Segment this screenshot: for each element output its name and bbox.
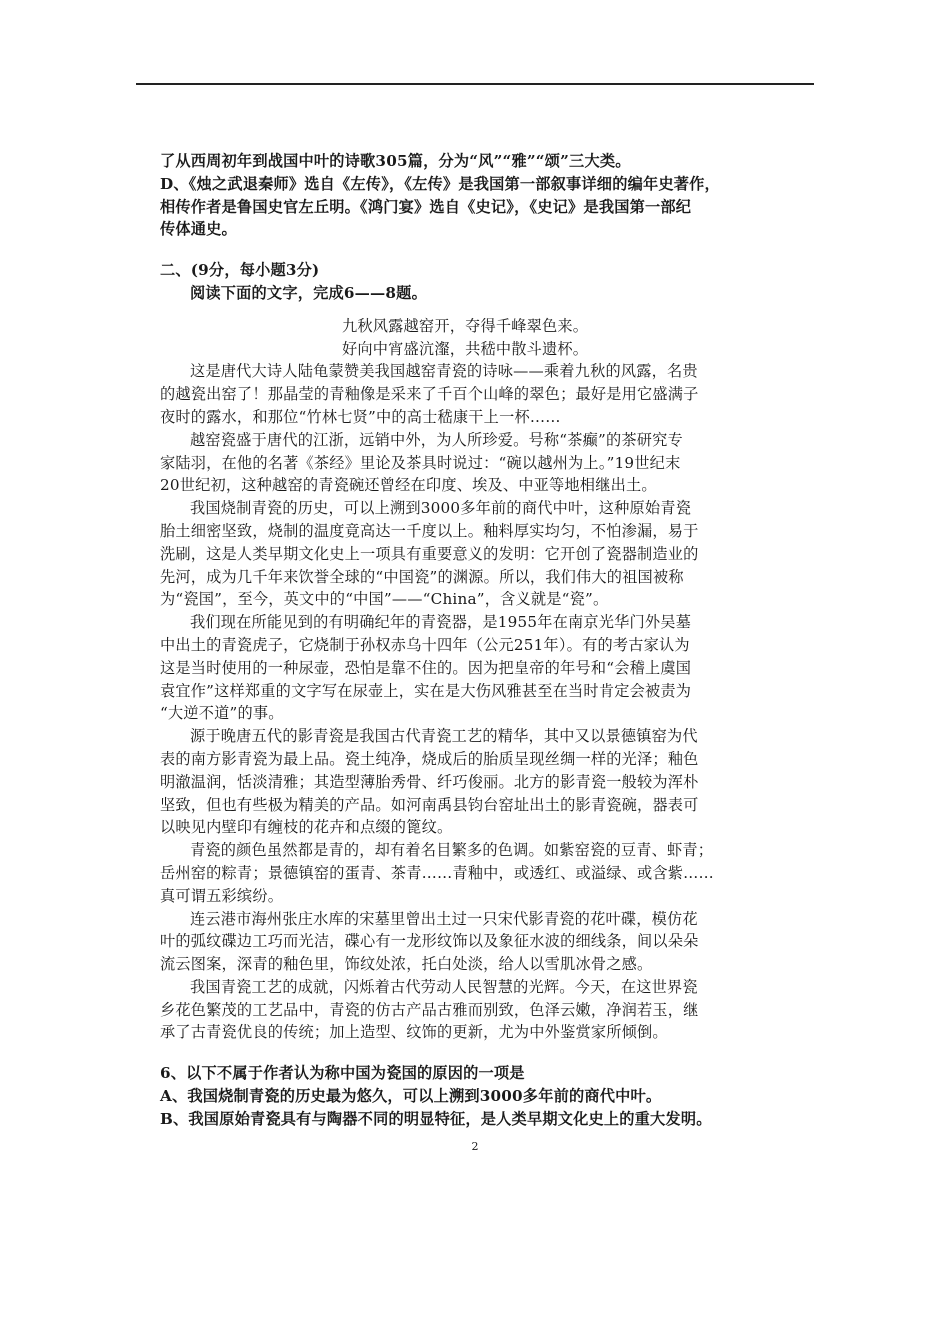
- passage-line: 以映见内壁印有缠枝的花卉和点缀的篦纹。: [160, 818, 453, 837]
- passage-line: 流云图案，深青的釉色里，饰纹处浓，托白处淡，给人以雪肌冰骨之感。: [160, 955, 653, 974]
- passage-line: 夜时的露水，和那位“竹林七贤”中的高士嵇康干上一杯……: [160, 407, 561, 426]
- passage-line: 坚致，但也有些极为精美的产品。如河南禹县钧台窑址出土的影青瓷碗，器表可: [160, 795, 699, 814]
- passage-line: 叶的弧纹碟边工巧而光洁，碟心有一龙形纹饰以及象征水波的细线条，间以朵朵: [160, 932, 699, 951]
- passage-line: 岳州窑的粽青；景德镇窑的蛋青、茶青……青釉中，或透红、或溢绿、或含紫……: [160, 863, 714, 882]
- poem-line: 九秋风露越窑开，夺得千峰翠色来。: [342, 316, 589, 335]
- reading-passage: [160, 360, 740, 1044]
- passage-line: 20世纪初，这种越窑的青瓷碗还曾经在印度、埃及、中亚等地相继出土。: [160, 476, 657, 495]
- question-6: [160, 1062, 740, 1130]
- passage-line: 明澈温润，恬淡清雅；其造型薄胎秀骨、纤巧俊丽。北方的影青瓷一般较为浑朴: [160, 772, 699, 791]
- passage-line: 连云港市海州张庄水库的宋墓里曾出土过一只宋代影青瓷的花叶碟，模仿花: [190, 909, 698, 928]
- spacer: [160, 305, 740, 315]
- intro-line: 传体通史。: [160, 220, 237, 239]
- passage-line: 我国烧制青瓷的历史，可以上溯到3000多年前的商代中叶，这种原始青瓷: [190, 499, 692, 518]
- passage-line: 中出土的青瓷虎子，它烧制于孙权赤乌十四年（公元251年）。有的考古家认为: [160, 635, 690, 654]
- poem-block: [160, 315, 740, 361]
- page-number: 2: [471, 1140, 479, 1153]
- passage-line: “大逆不道”的事。: [160, 704, 284, 723]
- spacer: [160, 241, 740, 259]
- passage-line: 先河，成为几千年来饮誉全球的“中国瓷”的渊源。所以，我们伟大的祖国被称: [160, 567, 684, 586]
- section-heading: 二、(9分，每小题3分): [160, 261, 320, 280]
- section-instruction: 阅读下面的文字，完成6——8题。: [190, 283, 427, 302]
- intro-line: 相传作者是鲁国史官左丘明。《鸿门宴》选自《史记》，《史记》是我国第一部纪: [160, 197, 692, 216]
- passage-line: 这是当时使用的一种尿壶，恐怕是靠不住的。因为把皇帝的年号和“会稽上虞国: [160, 658, 692, 677]
- passage-line: 源于晚唐五代的影青瓷是我国古代青瓷工艺的精华，其中又以景德镇窑为代: [190, 727, 698, 746]
- page-content: [160, 150, 740, 1131]
- passage-line: 乡花色繁茂的工艺品中，青瓷的仿古产品古雅而别致，色泽云嫩，净润若玉，继: [160, 1000, 699, 1019]
- passage-line: 越窑瓷盛于唐代的江浙，远销中外，为人所珍爱。号称“茶癫”的茶研究专: [190, 430, 683, 449]
- passage-line: 洗刷，这是人类早期文化史上一项具有重要意义的发明：它开创了瓷器制造业的: [160, 544, 699, 563]
- poem-line: 好向中宵盛沆瀣，共嵇中散斗遗杯。: [342, 339, 589, 358]
- passage-line: 袁宜作”这样郑重的文字写在尿壶上，实在是大伤风雅甚至在当时肯定会被责为: [160, 681, 692, 700]
- passage-line: 为“瓷国”，至今，英文中的“中国”——“China”，含义就是“瓷”。: [160, 590, 609, 609]
- passage-line: 表的南方影青瓷为最上品。瓷土纯净，烧成后的胎质呈现丝绸一样的光泽；釉色: [160, 749, 699, 768]
- option-b: B、我国原始青瓷具有与陶器不同的明显特征，是人类早期文化史上的重大发明。: [160, 1109, 712, 1128]
- passage-line: 我国青瓷工艺的成就，闪烁着古代劳动人民智慧的光辉。今天，在这世界瓷: [190, 977, 698, 996]
- option-a: A、我国烧制青瓷的历史最为悠久，可以上溯到3000多年前的商代中叶。: [160, 1087, 662, 1106]
- passage-line: 的越瓷出窑了！那晶莹的青釉像是采来了千百个山峰的翠色；最好是用它盛满子: [160, 385, 699, 404]
- passage-line: 家陆羽，在他的名著《茶经》里论及茶具时说过：“碗以越州为上。”19世纪末: [160, 453, 681, 472]
- header-rule: [136, 83, 814, 85]
- intro-line: 了从西周初年到战国中叶的诗歌305篇，分为“风”“雅”“颂”三大类。: [160, 152, 631, 170]
- passage-line: 我们现在所能见到的有明确纪年的青瓷器，是1955年在南京光华门外吴墓: [190, 613, 692, 632]
- passage-line: 青瓷的颜色虽然都是青的，却有着名目繁多的色调。如紫窑瓷的豆青、虾青；: [190, 841, 714, 860]
- passage-line: 承了古青瓷优良的传统；加上造型、纹饰的更新，尤为中外鉴赏家所倾倒。: [160, 1023, 668, 1042]
- spacer: [160, 1044, 740, 1062]
- passage-line: 胎土细密坚致，烧制的温度竟高达一千度以上。釉料厚实均匀，不怕渗漏，易于: [160, 521, 699, 540]
- intro-block: [160, 150, 740, 241]
- passage-line: 这是唐代大诗人陆龟蒙赞美我国越窑青瓷的诗咏——乘着九秋的风露，名贵: [190, 362, 698, 381]
- question-stem: 6、以下不属于作者认为称中国为瓷国的原因的一项是: [160, 1064, 525, 1083]
- passage-line: 真可谓五彩缤纷。: [160, 886, 284, 905]
- intro-line: D、《烛之武退秦师》选自《左传》，《左传》是我国第一部叙事详细的编年史著作，: [160, 174, 720, 193]
